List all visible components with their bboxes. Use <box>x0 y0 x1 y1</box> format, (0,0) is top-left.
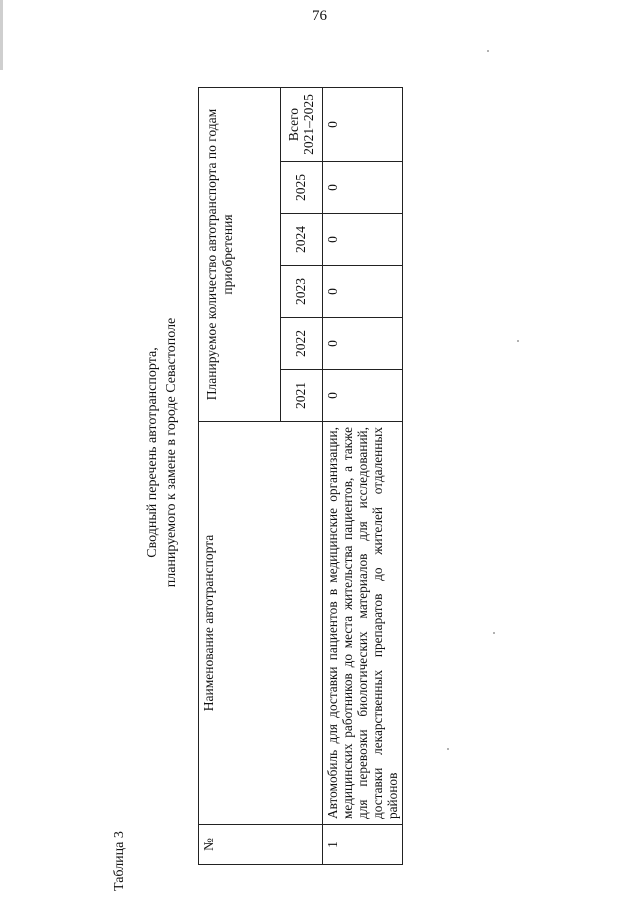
row-number: 1 <box>323 825 403 865</box>
header-total-range: 2021–2025 <box>301 94 317 155</box>
header-planned-quantity: Планируемое количество автотранспорта по годам приобретения <box>199 88 281 422</box>
row-value-2025: 0 <box>323 162 403 214</box>
header-total-label: Всего <box>286 107 302 142</box>
table-caption: Таблица 3 <box>112 831 127 891</box>
transport-summary-table <box>198 87 403 865</box>
header-total <box>280 88 322 162</box>
row-vehicle-name: Автомобиль для доставки пациентов в медицинские организации, медицинских работников до места жительства пациентов, а также для перевозки биологических материалов для исследований, доставки лекарственных препаратов до жителей отдаленных районов <box>323 422 403 825</box>
header-year-2021: 2021 <box>280 370 322 422</box>
page-number: 76 <box>312 8 327 24</box>
header-year-2022: 2022 <box>280 318 322 370</box>
header-year-2025: 2025 <box>280 162 322 214</box>
title-line-1: Сводный перечень автотранспорта, <box>145 347 160 558</box>
header-year-2023: 2023 <box>280 266 322 318</box>
document-title <box>143 0 181 905</box>
table-row <box>323 88 403 865</box>
header-year-2024: 2024 <box>280 214 322 266</box>
row-value-2023: 0 <box>323 266 403 318</box>
row-value-2022: 0 <box>323 318 403 370</box>
header-name: Наименование автотранспорта <box>199 422 323 825</box>
row-value-2021: 0 <box>323 370 403 422</box>
title-line-2: планируемого к замене в городе Севастополе <box>164 317 179 588</box>
row-value-2024: 0 <box>323 214 403 266</box>
row-value-total: 0 <box>323 88 403 162</box>
header-number: № <box>199 825 323 865</box>
